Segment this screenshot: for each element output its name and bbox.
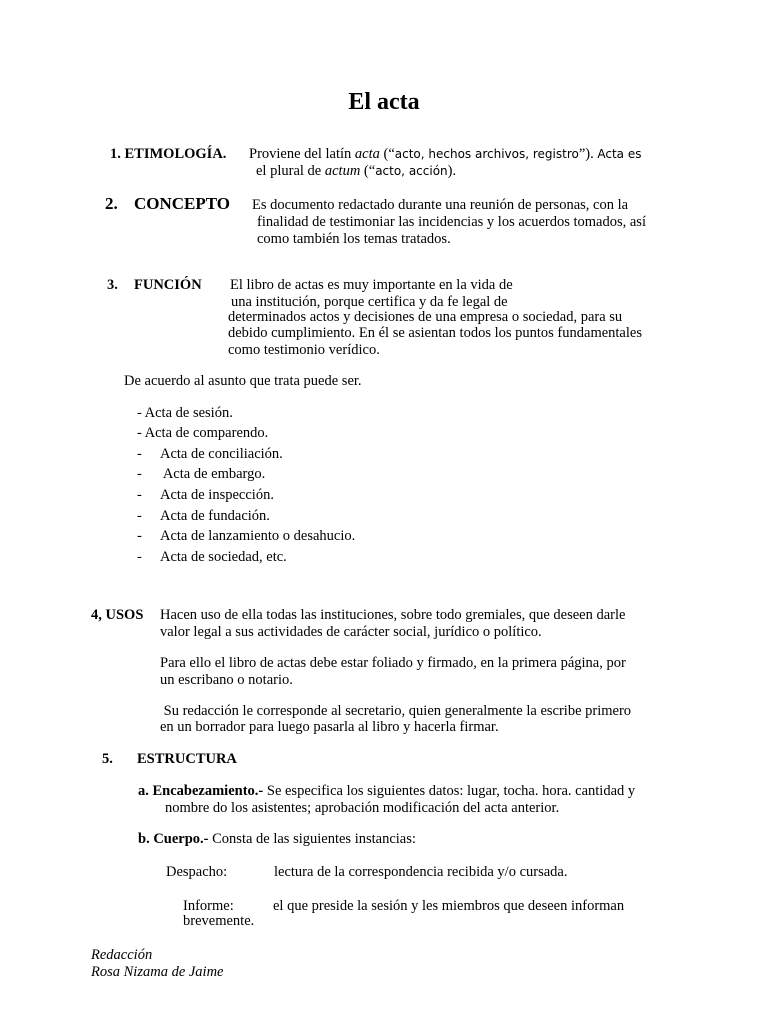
- concepto-line-1: Es documento redactado durante una reunión de personas, con la: [252, 197, 629, 213]
- page-title: El acta: [348, 89, 420, 115]
- funcion-number: 3.: [107, 277, 118, 293]
- list-dash: -: [137, 466, 142, 482]
- list-item: Acta de inspección.: [160, 487, 274, 503]
- list-item: Acta de embargo.: [160, 466, 266, 482]
- informe-line-2: brevemente.: [183, 913, 255, 929]
- etimologia-line-1: Proviene del latín acta (“acto, hechos archivos, registro”). Acta es: [249, 146, 642, 162]
- funcion-line-2: una institución, porque certifica y da fe legal de: [231, 294, 508, 310]
- cuerpo-line: b. Cuerpo.- Consta de las siguientes instancias:: [138, 831, 416, 847]
- estructura-number: 5.: [102, 751, 113, 767]
- list-item: - Acta de comparendo.: [137, 425, 269, 441]
- funcion-line-1: El libro de actas es muy importante en la vida de: [230, 277, 513, 293]
- despacho-label: Despacho:: [166, 864, 228, 880]
- list-item: - Acta de sesión.: [137, 405, 233, 421]
- etimologia-heading: 1. ETIMOLOGÍA.: [110, 146, 227, 162]
- list-dash: -: [137, 528, 142, 544]
- concepto-heading: CONCEPTO: [134, 194, 231, 213]
- usos-p2-line-2: un escribano o notario.: [160, 672, 293, 688]
- funcion-line-3: determinados actos y decisiones de una empresa o sociedad, para su: [228, 309, 623, 325]
- usos-p2-line-1: Para ello el libro de actas debe estar foliado y firmado, en la primera página, por: [160, 655, 626, 671]
- usos-p1-line-2: valor legal a sus actividades de carácter social, jurídico o político.: [160, 624, 542, 640]
- list-item: Acta de sociedad, etc.: [160, 549, 287, 565]
- usos-p3-line-1: Su redacción le corresponde al secretario, quien generalmente la escribe primero: [160, 703, 632, 719]
- usos-p3-line-2: en un borrador para luego pasarla al libro y hacerla firmar.: [160, 719, 499, 735]
- list-item: Acta de fundación.: [160, 508, 270, 524]
- etimologia-line-2: el plural de actum (“acto, acción).: [256, 163, 457, 179]
- funcion-line-5: como testimonio verídico.: [228, 342, 380, 358]
- usos-heading: 4, USOS: [91, 607, 144, 623]
- funcion-heading: FUNCIÓN: [134, 277, 202, 293]
- encabezamiento-line-2: nombre do los asistentes; aprobación modificación del acta anterior.: [165, 800, 560, 816]
- footer-author: Rosa Nizama de Jaime: [91, 964, 224, 980]
- usos-p1-line-1: Hacen uso de ella todas las instituciones, sobre todo gremiales, que deseen darle: [160, 607, 626, 623]
- list-item: Acta de lanzamiento o desahucio.: [160, 528, 356, 544]
- concepto-line-3: como también los temas tratados.: [257, 231, 451, 247]
- encabezamiento-line-1: a. Encabezamiento.- Se especifica los siguientes datos: lugar, tocha. hora. cantidad y: [138, 783, 636, 799]
- funcion-line-4: debido cumplimiento. En él se asientan todos los puntos fundamentales: [228, 325, 642, 341]
- list-dash: -: [137, 508, 142, 524]
- list-dash: -: [137, 549, 142, 565]
- list-item: Acta de conciliación.: [160, 446, 283, 462]
- informe-label: Informe:: [183, 898, 234, 914]
- informe-text: el que preside la sesión y les miembros que deseen informan: [273, 898, 625, 914]
- footer-redaccion: Redacción: [91, 947, 153, 963]
- tipos-intro: De acuerdo al asunto que trata puede ser.: [124, 373, 362, 389]
- despacho-text: lectura de la correspondencia recibida y/o cursada.: [274, 864, 568, 880]
- list-dash: -: [137, 446, 142, 462]
- concepto-number: 2.: [105, 194, 118, 213]
- concepto-line-2: finalidad de testimoniar las incidencias y los acuerdos tomados, así: [257, 214, 646, 230]
- list-dash: -: [137, 487, 142, 503]
- estructura-heading: ESTRUCTURA: [137, 751, 237, 767]
